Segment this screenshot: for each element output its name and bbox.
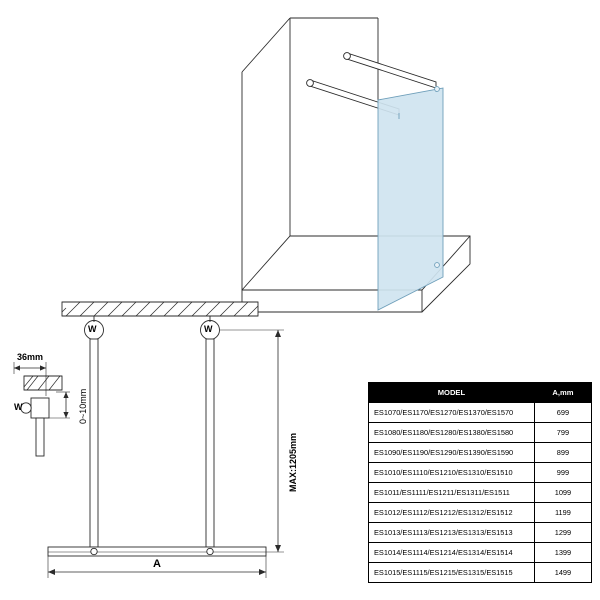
wall-marker-left-label: W (88, 324, 97, 334)
cell-dim: 1299 (534, 523, 591, 543)
cell-model: ES1015/ES1115/ES1215/ES1315/ES1515 (369, 563, 535, 583)
ceiling-brackets (85, 316, 220, 340)
table-row (369, 463, 592, 483)
cell-model: ES1090/ES1190/ES1290/ES1390/ES1590 (369, 443, 535, 463)
width-dimension-label: A (153, 558, 161, 570)
table-row (369, 483, 592, 503)
table-row (369, 523, 592, 543)
height-dimension (220, 330, 284, 552)
bracket-width-label: 36mm (17, 352, 44, 362)
wall-marker-right-label: W (204, 324, 213, 334)
cell-dim: 1199 (534, 503, 591, 523)
cell-dim: 899 (534, 443, 591, 463)
cell-dim: 1399 (534, 543, 591, 563)
cell-model: ES1013/ES1113/ES1213/ES1313/ES1513 (369, 523, 535, 543)
cell-dim: 699 (534, 403, 591, 423)
table-row (369, 543, 592, 563)
glass-panel (378, 86, 443, 310)
cell-model: ES1014/ES1114/ES1214/ES1314/ES1514 (369, 543, 535, 563)
cell-dim: 1499 (534, 563, 591, 583)
cell-dim: 799 (534, 423, 591, 443)
cell-dim: 999 (534, 463, 591, 483)
vertical-posts (90, 339, 214, 547)
cell-model: ES1080/ES1180/ES1280/ES1380/ES1580 (369, 423, 535, 443)
bracket-gap-label: 0~10mm (78, 388, 88, 424)
table-row (369, 503, 592, 523)
table-row (369, 443, 592, 463)
cell-dim: 1099 (534, 483, 591, 503)
bracket-gap-dimension (49, 392, 70, 418)
table-header-dim: A,mm (534, 383, 591, 403)
cell-model: ES1011/ES1111/ES1211/ES1311/ES1511 (369, 483, 535, 503)
table-row (369, 423, 592, 443)
table-row (369, 563, 592, 583)
cell-model: ES1010/ES1110/ES1210/ES1310/ES1510 (369, 463, 535, 483)
perspective-view (242, 18, 470, 312)
cell-model: ES1070/ES1170/ES1270/ES1370/ES1570 (369, 403, 535, 423)
table-header-row (369, 383, 592, 403)
wall-marker-detail-label: W (14, 402, 23, 412)
model-spec-table (368, 382, 592, 583)
table-body (369, 403, 592, 583)
base-rail (48, 547, 266, 556)
cell-model: ES1012/ES1112/ES1212/ES1312/ES1512 (369, 503, 535, 523)
ceiling-hatch (62, 302, 258, 316)
max-height-label: MAX:1205mm (288, 432, 298, 492)
table-row (369, 403, 592, 423)
front-elevation (48, 302, 284, 578)
table-header-model: MODEL (369, 383, 535, 403)
